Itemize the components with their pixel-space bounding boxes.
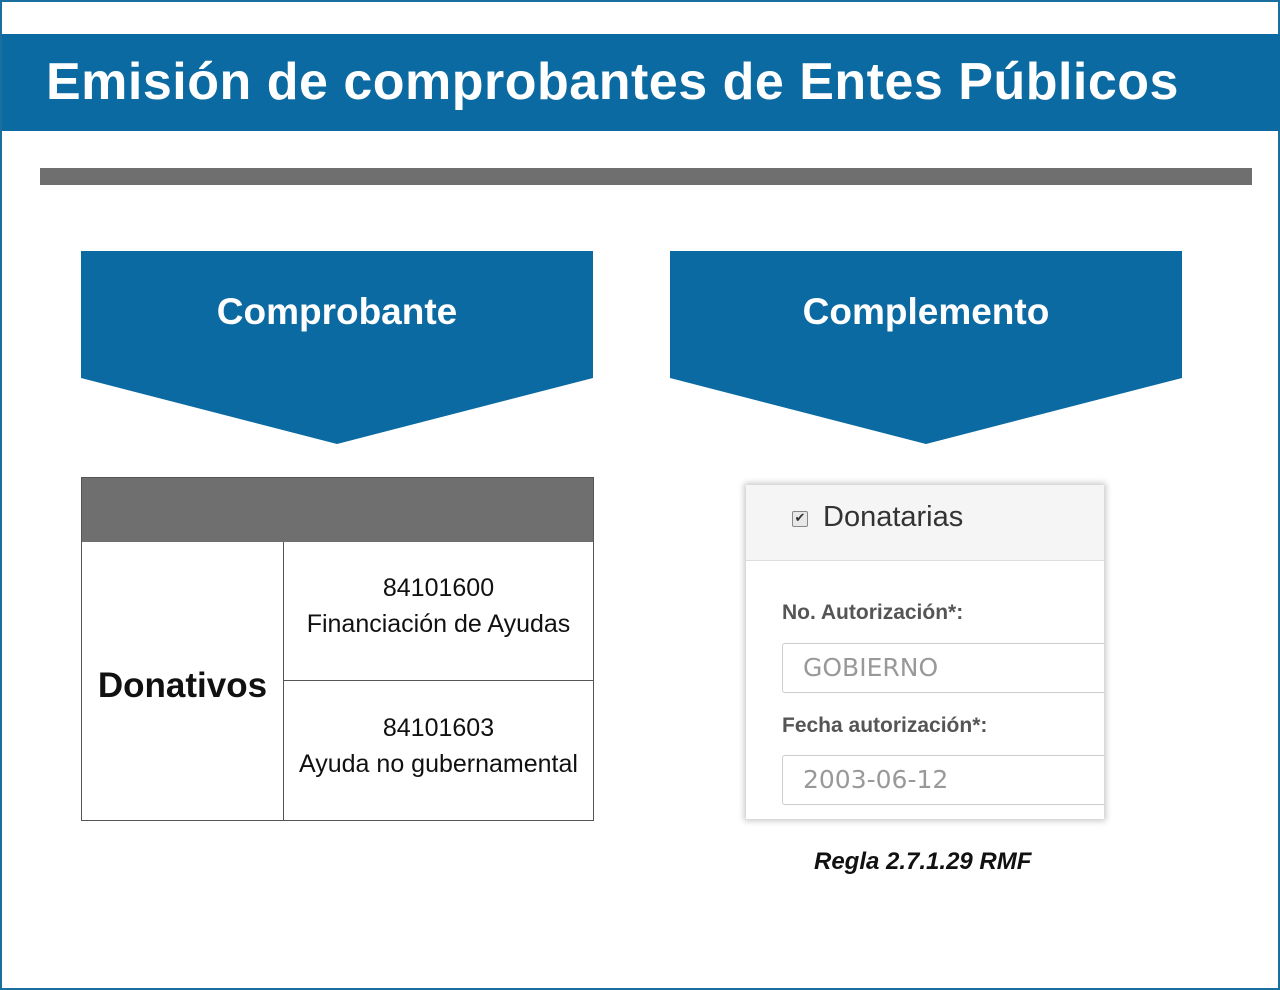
authorization-date-label: Fecha autorización*: [782,714,988,737]
complemento-chevron [670,251,1182,444]
authorization-number-label: No. Autorización*: [782,601,964,624]
category-cell [82,542,284,820]
table-header [82,478,593,542]
product-code: 84101603 [382,714,495,742]
product-description: Financiación de Ayudas [306,610,571,638]
category-label: Donativos [97,666,268,705]
product-description: Ayuda no gubernamental [299,750,578,778]
form-panel-header [746,485,1104,561]
table-row [284,681,593,820]
comprobante-chevron [81,251,593,444]
rule-caption: Regla 2.7.1.29 RMF [814,848,1032,875]
chevron-shape [81,251,593,444]
donatarias-form-screenshot [746,485,1104,819]
chevron-shape [670,251,1182,444]
comprobante-label: Comprobante [216,291,458,332]
donatarias-checkbox[interactable]: ✔ [792,511,808,527]
page-title: Emisión de comprobantes de Entes Públicos [46,53,1179,111]
product-code-table [81,477,594,821]
section-divider [40,168,1252,185]
complemento-label: Complemento [802,291,1050,332]
authorization-date-input[interactable]: 2003-06-12 [782,755,1104,805]
title-banner [2,34,1280,131]
donatarias-label: Donatarias [823,501,964,533]
product-code: 84101600 [382,574,495,602]
table-row [284,542,593,681]
authorization-number-input[interactable]: GOBIERNO [782,643,1104,693]
